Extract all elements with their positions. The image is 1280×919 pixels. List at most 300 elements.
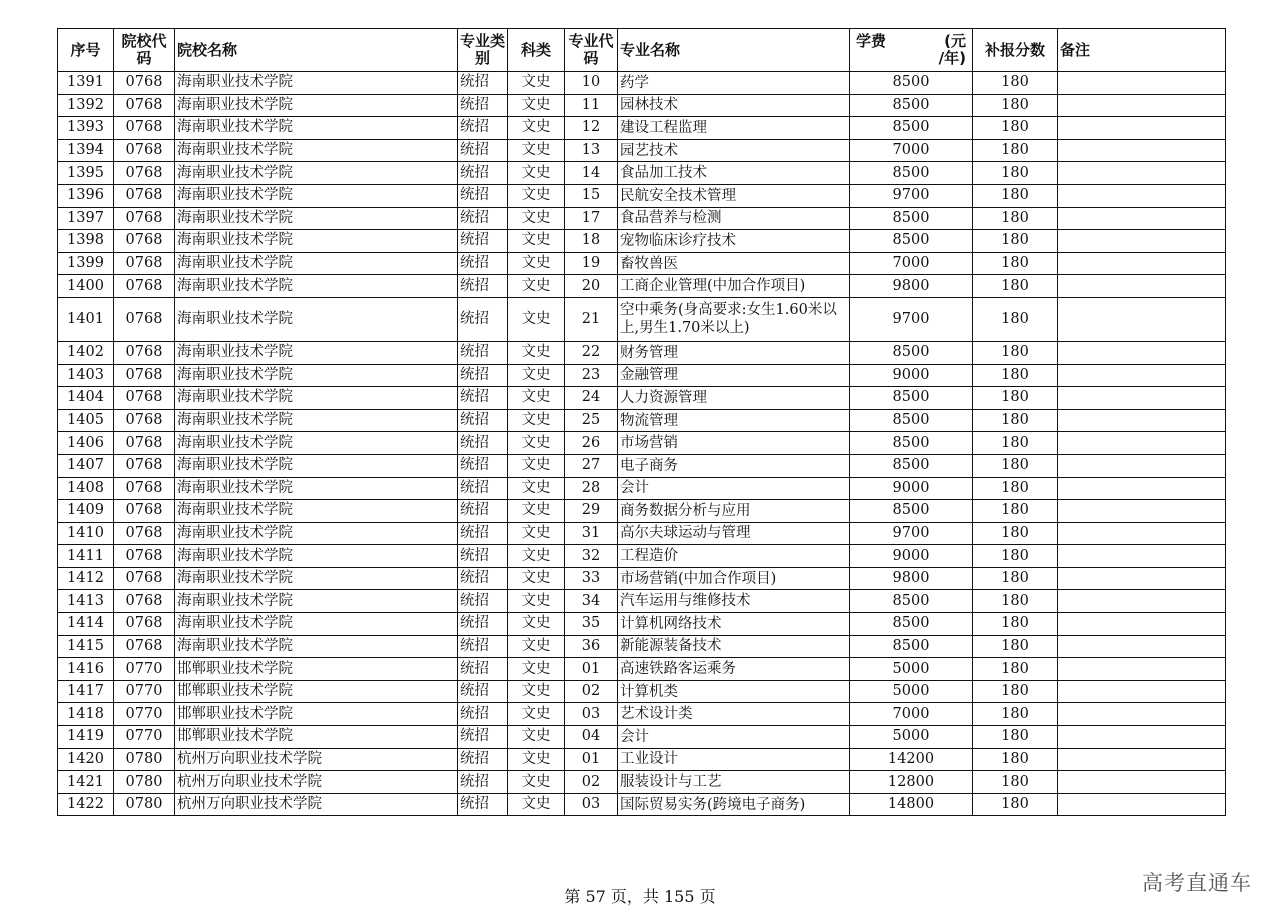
table-row: [58, 72, 1226, 95]
cell-school-code: 0768: [114, 567, 175, 590]
cell-major-type: 统招: [458, 500, 508, 523]
cell-fee: 5000: [850, 680, 973, 703]
cell-category: 文史: [508, 341, 565, 364]
cell-seq: 1402: [58, 341, 114, 364]
cell-major-type: 统招: [458, 409, 508, 432]
cell-score: 180: [973, 275, 1058, 298]
cell-category: 文史: [508, 184, 565, 207]
header-fee-label: 学费: [856, 32, 887, 50]
table-row: [58, 590, 1226, 613]
cell-score: 180: [973, 252, 1058, 275]
cell-major-type: 统招: [458, 387, 508, 410]
table-row: [58, 139, 1226, 162]
cell-major-code: 33: [565, 567, 618, 590]
cell-school-code: 0768: [114, 207, 175, 230]
cell-fee: 8500: [850, 613, 973, 636]
header-school-code: 院校代码: [114, 29, 175, 72]
cell-note: [1058, 207, 1226, 230]
cell-school-name: 海南职业技术学院: [175, 207, 458, 230]
cell-fee: 9700: [850, 297, 973, 341]
table-row: [58, 635, 1226, 658]
cell-score: 180: [973, 748, 1058, 771]
cell-school-name: 杭州万向职业技术学院: [175, 793, 458, 816]
cell-score: 180: [973, 771, 1058, 794]
major-name-text: 食品加工技术: [620, 165, 707, 182]
cell-school-name: 海南职业技术学院: [175, 613, 458, 636]
cell-note: [1058, 117, 1226, 140]
table-row: [58, 297, 1226, 341]
table-row: [58, 409, 1226, 432]
cell-note: [1058, 162, 1226, 185]
cell-note: [1058, 635, 1226, 658]
cell-score: 180: [973, 613, 1058, 636]
cell-seq: 1418: [58, 703, 114, 726]
cell-major-name: [618, 387, 850, 410]
cell-seq: 1399: [58, 252, 114, 275]
cell-seq: 1409: [58, 500, 114, 523]
cell-major-code: 27: [565, 454, 618, 477]
header-seq: 序号: [58, 29, 114, 72]
cell-school-code: 0780: [114, 748, 175, 771]
major-name-text: 人力资源管理: [620, 389, 707, 406]
cell-school-name: 海南职业技术学院: [175, 230, 458, 253]
cell-major-name: [618, 771, 850, 794]
cell-category: 文史: [508, 522, 565, 545]
cell-major-code: 18: [565, 230, 618, 253]
cell-school-code: 0768: [114, 275, 175, 298]
cell-major-code: 14: [565, 162, 618, 185]
cell-major-code: 21: [565, 297, 618, 341]
cell-seq: 1397: [58, 207, 114, 230]
cell-major-type: 统招: [458, 341, 508, 364]
table-row: [58, 567, 1226, 590]
cell-school-code: 0768: [114, 613, 175, 636]
cell-fee: 12800: [850, 771, 973, 794]
cell-note: [1058, 252, 1226, 275]
cell-major-code: 28: [565, 477, 618, 500]
cell-note: [1058, 454, 1226, 477]
cell-note: [1058, 275, 1226, 298]
cell-score: 180: [973, 500, 1058, 523]
major-name-text: 民航安全技术管理: [620, 187, 736, 204]
cell-major-name: [618, 477, 850, 500]
header-note: 备注: [1058, 29, 1226, 72]
major-name-text: 新能源装备技术: [620, 638, 722, 655]
cell-school-code: 0768: [114, 230, 175, 253]
cell-note: [1058, 613, 1226, 636]
cell-major-type: 统招: [458, 275, 508, 298]
cell-major-code: 03: [565, 703, 618, 726]
cell-score: 180: [973, 432, 1058, 455]
cell-school-code: 0770: [114, 658, 175, 681]
cell-major-type: 统招: [458, 477, 508, 500]
cell-major-code: 35: [565, 613, 618, 636]
cell-major-name: [618, 207, 850, 230]
cell-score: 180: [973, 522, 1058, 545]
cell-fee: 8500: [850, 207, 973, 230]
cell-major-code: 20: [565, 275, 618, 298]
cell-score: 180: [973, 184, 1058, 207]
cell-major-type: 统招: [458, 522, 508, 545]
header-category: 科类: [508, 29, 565, 72]
major-name-text: 园林技术: [620, 97, 678, 114]
cell-score: 180: [973, 207, 1058, 230]
cell-category: 文史: [508, 477, 565, 500]
table-row: [58, 252, 1226, 275]
cell-fee: 8500: [850, 341, 973, 364]
cell-major-name: [618, 567, 850, 590]
header-fee-unit-open: (元: [944, 32, 966, 50]
cell-school-code: 0768: [114, 184, 175, 207]
cell-major-type: 统招: [458, 658, 508, 681]
cell-school-name: 邯郸职业技术学院: [175, 726, 458, 749]
major-name-text: 金融管理: [620, 367, 678, 384]
cell-school-code: 0768: [114, 341, 175, 364]
cell-seq: 1414: [58, 613, 114, 636]
page-number: 第 57 页，共 155 页: [564, 887, 716, 906]
cell-school-name: 海南职业技术学院: [175, 275, 458, 298]
cell-fee: 7000: [850, 139, 973, 162]
cell-major-name: [618, 454, 850, 477]
cell-major-name: [618, 658, 850, 681]
cell-score: 180: [973, 680, 1058, 703]
table-row: [58, 680, 1226, 703]
cell-school-name: 海南职业技术学院: [175, 590, 458, 613]
cell-school-code: 0768: [114, 590, 175, 613]
cell-major-type: 统招: [458, 94, 508, 117]
cell-major-name: [618, 139, 850, 162]
cell-score: 180: [973, 726, 1058, 749]
cell-major-name: [618, 613, 850, 636]
cell-major-name: [618, 726, 850, 749]
cell-seq: 1393: [58, 117, 114, 140]
cell-note: [1058, 658, 1226, 681]
cell-school-code: 0768: [114, 139, 175, 162]
cell-seq: 1421: [58, 771, 114, 794]
major-name-text: 工商企业管理(中加合作项目): [620, 278, 806, 295]
cell-school-code: 0770: [114, 726, 175, 749]
cell-school-code: 0768: [114, 545, 175, 568]
major-name-text: 药学: [620, 74, 649, 91]
cell-major-type: 统招: [458, 432, 508, 455]
cell-note: [1058, 184, 1226, 207]
cell-fee: 8500: [850, 590, 973, 613]
table-row: [58, 117, 1226, 140]
table-row: [58, 658, 1226, 681]
major-name-text: 工程造价: [620, 548, 678, 565]
cell-category: 文史: [508, 500, 565, 523]
cell-score: 180: [973, 364, 1058, 387]
cell-major-type: 统招: [458, 454, 508, 477]
cell-category: 文史: [508, 703, 565, 726]
major-name-text: 物流管理: [620, 412, 678, 429]
cell-fee: 8500: [850, 387, 973, 410]
cell-score: 180: [973, 545, 1058, 568]
cell-category: 文史: [508, 364, 565, 387]
major-name-text: 园艺技术: [620, 142, 678, 159]
major-name-text: 空中乘务(身高要求:女生1.60米以上,男生1.70米以上): [620, 302, 837, 337]
major-name-text: 宠物临床诊疗技术: [620, 232, 736, 249]
cell-note: [1058, 341, 1226, 364]
cell-school-code: 0768: [114, 409, 175, 432]
admission-table-container: [57, 28, 1225, 816]
cell-score: 180: [973, 567, 1058, 590]
cell-seq: 1410: [58, 522, 114, 545]
major-name-text: 工业设计: [620, 751, 678, 768]
admission-table: [57, 28, 1226, 816]
cell-score: 180: [973, 297, 1058, 341]
cell-fee: 9700: [850, 522, 973, 545]
cell-category: 文史: [508, 590, 565, 613]
cell-school-name: 海南职业技术学院: [175, 184, 458, 207]
cell-school-name: 海南职业技术学院: [175, 252, 458, 275]
cell-fee: 9800: [850, 275, 973, 298]
cell-seq: 1407: [58, 454, 114, 477]
cell-note: [1058, 793, 1226, 816]
cell-major-code: 19: [565, 252, 618, 275]
cell-category: 文史: [508, 635, 565, 658]
cell-school-name: 海南职业技术学院: [175, 72, 458, 95]
cell-school-name: 杭州万向职业技术学院: [175, 771, 458, 794]
cell-school-code: 0768: [114, 117, 175, 140]
cell-score: 180: [973, 703, 1058, 726]
major-name-text: 会计: [620, 728, 649, 745]
cell-school-name: 海南职业技术学院: [175, 454, 458, 477]
cell-score: 180: [973, 477, 1058, 500]
cell-school-name: 海南职业技术学院: [175, 341, 458, 364]
cell-seq: 1408: [58, 477, 114, 500]
cell-school-name: 海南职业技术学院: [175, 364, 458, 387]
cell-seq: 1403: [58, 364, 114, 387]
cell-major-code: 01: [565, 748, 618, 771]
cell-category: 文史: [508, 94, 565, 117]
cell-category: 文史: [508, 793, 565, 816]
cell-major-type: 统招: [458, 748, 508, 771]
cell-seq: 1420: [58, 748, 114, 771]
cell-category: 文史: [508, 726, 565, 749]
cell-score: 180: [973, 387, 1058, 410]
cell-major-type: 统招: [458, 726, 508, 749]
cell-school-name: 海南职业技术学院: [175, 477, 458, 500]
cell-school-name: 邯郸职业技术学院: [175, 658, 458, 681]
cell-note: [1058, 72, 1226, 95]
cell-fee: 8500: [850, 72, 973, 95]
cell-category: 文史: [508, 613, 565, 636]
cell-major-name: [618, 793, 850, 816]
cell-category: 文史: [508, 297, 565, 341]
cell-seq: 1413: [58, 590, 114, 613]
cell-note: [1058, 590, 1226, 613]
cell-school-code: 0768: [114, 162, 175, 185]
cell-school-code: 0768: [114, 477, 175, 500]
cell-major-name: [618, 94, 850, 117]
major-name-text: 市场营销: [620, 435, 678, 452]
cell-major-code: 32: [565, 545, 618, 568]
cell-school-code: 0780: [114, 793, 175, 816]
cell-major-name: [618, 680, 850, 703]
cell-category: 文史: [508, 409, 565, 432]
cell-score: 180: [973, 635, 1058, 658]
table-row: [58, 454, 1226, 477]
header-major-type: 专业类别: [458, 29, 508, 72]
cell-major-code: 24: [565, 387, 618, 410]
cell-major-type: 统招: [458, 184, 508, 207]
cell-school-code: 0768: [114, 454, 175, 477]
cell-fee: 14800: [850, 793, 973, 816]
cell-note: [1058, 409, 1226, 432]
cell-major-type: 统招: [458, 139, 508, 162]
cell-school-name: 海南职业技术学院: [175, 117, 458, 140]
cell-major-type: 统招: [458, 297, 508, 341]
cell-major-name: [618, 117, 850, 140]
cell-major-type: 统招: [458, 590, 508, 613]
table-body: [58, 72, 1226, 816]
cell-major-code: 15: [565, 184, 618, 207]
cell-major-name: [618, 545, 850, 568]
cell-major-type: 统招: [458, 613, 508, 636]
cell-major-type: 统招: [458, 252, 508, 275]
cell-score: 180: [973, 341, 1058, 364]
cell-major-name: [618, 409, 850, 432]
cell-seq: 1411: [58, 545, 114, 568]
cell-major-code: 34: [565, 590, 618, 613]
cell-score: 180: [973, 94, 1058, 117]
cell-school-code: 0768: [114, 72, 175, 95]
major-name-text: 汽车运用与维修技术: [620, 593, 751, 610]
cell-major-code: 17: [565, 207, 618, 230]
cell-note: [1058, 230, 1226, 253]
cell-seq: 1398: [58, 230, 114, 253]
table-row: [58, 275, 1226, 298]
cell-seq: 1401: [58, 297, 114, 341]
cell-seq: 1395: [58, 162, 114, 185]
major-name-text: 艺术设计类: [620, 706, 693, 723]
cell-note: [1058, 432, 1226, 455]
cell-seq: 1392: [58, 94, 114, 117]
cell-seq: 1419: [58, 726, 114, 749]
cell-fee: 9800: [850, 567, 973, 590]
cell-category: 文史: [508, 545, 565, 568]
cell-fee: 7000: [850, 252, 973, 275]
cell-seq: 1400: [58, 275, 114, 298]
cell-major-type: 统招: [458, 703, 508, 726]
cell-school-code: 0768: [114, 635, 175, 658]
cell-major-code: 11: [565, 94, 618, 117]
cell-major-name: [618, 72, 850, 95]
cell-category: 文史: [508, 230, 565, 253]
major-name-text: 食品营养与检测: [620, 210, 722, 227]
table-row: [58, 162, 1226, 185]
cell-major-name: [618, 635, 850, 658]
cell-major-code: 10: [565, 72, 618, 95]
cell-score: 180: [973, 230, 1058, 253]
cell-school-code: 0768: [114, 500, 175, 523]
cell-major-code: 36: [565, 635, 618, 658]
cell-note: [1058, 545, 1226, 568]
cell-score: 180: [973, 117, 1058, 140]
cell-major-name: [618, 590, 850, 613]
cell-major-code: 26: [565, 432, 618, 455]
major-name-text: 会计: [620, 480, 649, 497]
cell-category: 文史: [508, 117, 565, 140]
cell-category: 文史: [508, 680, 565, 703]
major-name-text: 国际贸易实务(跨境电子商务): [620, 796, 806, 813]
cell-category: 文史: [508, 162, 565, 185]
cell-note: [1058, 94, 1226, 117]
cell-fee: 9000: [850, 545, 973, 568]
cell-fee: 5000: [850, 726, 973, 749]
cell-fee: 9700: [850, 184, 973, 207]
table-row: [58, 545, 1226, 568]
cell-category: 文史: [508, 72, 565, 95]
cell-major-name: [618, 184, 850, 207]
header-major-name: 专业名称: [618, 29, 850, 72]
cell-major-code: 12: [565, 117, 618, 140]
cell-score: 180: [973, 590, 1058, 613]
cell-fee: 5000: [850, 658, 973, 681]
major-name-text: 建设工程监理: [620, 119, 707, 136]
cell-seq: 1412: [58, 567, 114, 590]
table-row: [58, 432, 1226, 455]
cell-fee: 8500: [850, 94, 973, 117]
major-name-text: 畜牧兽医: [620, 255, 678, 272]
cell-school-name: 海南职业技术学院: [175, 567, 458, 590]
table-row: [58, 94, 1226, 117]
major-name-text: 高速铁路客运乘务: [620, 661, 736, 678]
cell-note: [1058, 477, 1226, 500]
cell-score: 180: [973, 658, 1058, 681]
cell-major-code: 03: [565, 793, 618, 816]
cell-major-code: 02: [565, 680, 618, 703]
table-row: [58, 184, 1226, 207]
cell-school-code: 0770: [114, 680, 175, 703]
cell-fee: 9000: [850, 364, 973, 387]
cell-category: 文史: [508, 252, 565, 275]
table-row: [58, 748, 1226, 771]
table-row: [58, 793, 1226, 816]
cell-school-name: 海南职业技术学院: [175, 522, 458, 545]
cell-major-type: 统招: [458, 771, 508, 794]
major-name-text: 电子商务: [620, 457, 678, 474]
cell-fee: 14200: [850, 748, 973, 771]
cell-score: 180: [973, 454, 1058, 477]
cell-major-code: 29: [565, 500, 618, 523]
cell-category: 文史: [508, 567, 565, 590]
cell-major-type: 统招: [458, 162, 508, 185]
cell-note: [1058, 748, 1226, 771]
table-row: [58, 387, 1226, 410]
cell-school-code: 0780: [114, 771, 175, 794]
table-row: [58, 726, 1226, 749]
cell-note: [1058, 703, 1226, 726]
cell-seq: 1417: [58, 680, 114, 703]
major-name-text: 计算机类: [620, 683, 678, 700]
cell-category: 文史: [508, 771, 565, 794]
cell-seq: 1422: [58, 793, 114, 816]
cell-note: [1058, 726, 1226, 749]
cell-category: 文史: [508, 139, 565, 162]
cell-school-code: 0768: [114, 387, 175, 410]
cell-fee: 8500: [850, 162, 973, 185]
cell-school-name: 海南职业技术学院: [175, 409, 458, 432]
major-name-text: 市场营销(中加合作项目): [620, 570, 777, 587]
cell-school-name: 邯郸职业技术学院: [175, 680, 458, 703]
cell-fee: 8500: [850, 409, 973, 432]
cell-major-code: 01: [565, 658, 618, 681]
cell-school-name: 邯郸职业技术学院: [175, 703, 458, 726]
cell-fee: 9000: [850, 477, 973, 500]
header-fee: [850, 29, 973, 72]
